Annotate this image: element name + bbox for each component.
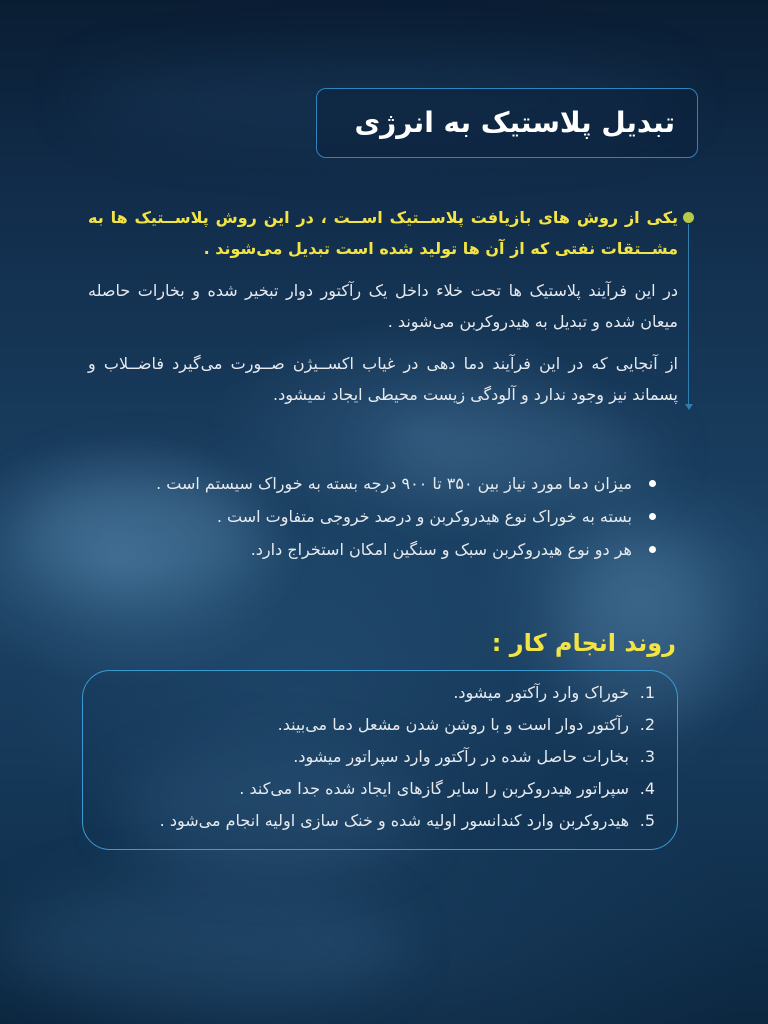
process-step [103, 805, 655, 837]
intro-section [88, 202, 678, 410]
step-text: سپراتور هیدروکربن را سایر گازهای ایجاد شده جدا می‌کند . [239, 779, 629, 798]
step-text: بخارات حاصل شده در رآکتور وارد سپراتور میشود. [293, 747, 629, 766]
feature-item [120, 467, 632, 500]
step-number: 5. [639, 811, 655, 830]
step-text: رآکتور دوار است و با روشن شدن مشعل دما می‌بیند. [277, 715, 629, 734]
feature-item [120, 533, 632, 566]
page-title: تبدیل پلاستیک به انرژی [354, 106, 675, 139]
feature-text: هر دو نوع هیدروکربن سبک و سنگین امکان استخراج دارد. [250, 540, 632, 559]
step-number: 1. [639, 683, 655, 702]
step-number: 2. [639, 715, 655, 734]
arrow-down-icon [685, 404, 693, 410]
process-step [103, 709, 655, 741]
step-text: هیدروکربن وارد کندانسور اولیه شده و خنک سازی اولیه انجام می‌شود . [159, 811, 629, 830]
intro-highlight: یکی از روش های بازیافت پلاســتیک اســت ، در این روش پلاســتیک ها به مشــتقات نفتی که از آن ها تولید شده است تبدیل می‌شوند . [88, 208, 678, 258]
feature-text: بسته به خوراک نوع هیدروکربن و درصد خروجی متفاوت است . [216, 507, 632, 526]
dot-icon [683, 212, 694, 223]
timeline-line [688, 224, 689, 406]
process-step [103, 741, 655, 773]
intro-paragraph: در این فرآیند پلاستیک ها تحت خلاء داخل یک رآکتور دوار تبخیر شده و بخارات حاصله میعان شده و تبدیل به هیدروکربن می‌شوند . [88, 281, 678, 331]
feature-text: میزان دما مورد نیاز بین ۳۵۰ تا ۹۰۰ درجه بسته به خوراک سیستم است . [156, 474, 632, 493]
process-step [103, 677, 655, 709]
feature-item [120, 500, 632, 533]
bullet-icon [649, 546, 656, 553]
process-heading: روند انجام کار : [491, 629, 676, 657]
intro-paragraph: از آنجایی که در این فرآیند دما دهی در غیاب اکســیژن صــورت می‌گیرد فاضــلاب و پسماند نیز وجود ندارد و آلودگی زیست محیطی ایجاد نمیشود. [88, 354, 678, 404]
feature-list [120, 467, 660, 566]
process-step [103, 773, 655, 805]
background-bokeh [0, 880, 400, 1010]
step-number: 3. [639, 747, 655, 766]
step-text: خوراک وارد رآکتور میشود. [453, 683, 629, 702]
bullet-icon [649, 480, 656, 487]
process-steps-box [82, 670, 678, 850]
bullet-icon [649, 513, 656, 520]
step-number: 4. [639, 779, 655, 798]
title-box [316, 88, 698, 158]
